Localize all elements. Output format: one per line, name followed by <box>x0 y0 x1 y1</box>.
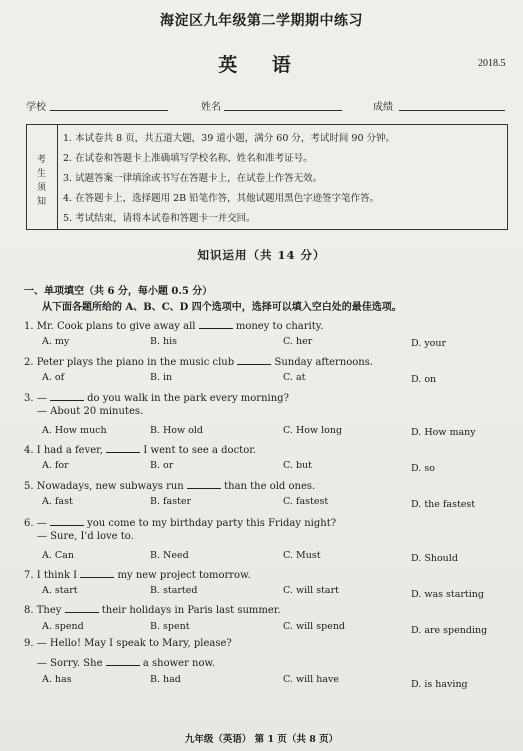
notice-item: 4. 在答题卡上，选择题用 2B 铅笔作答，其他试题用黑色字迹签字笔作答。 <box>63 193 380 204</box>
option-b[interactable]: B. started <box>150 585 198 596</box>
question-reply: — About 20 minutes. <box>37 406 144 417</box>
score-label: 成绩 <box>373 102 393 113</box>
notice-label <box>27 125 58 229</box>
exam-title: 海淀区九年级第二学期期中练习 <box>160 13 363 29</box>
option-c[interactable]: C. at <box>283 372 306 383</box>
section-title: 知识运用（共 14 分） <box>197 248 326 262</box>
question-text: 9. — Hello! May I speak to Mary, please? <box>24 638 232 649</box>
question-text: 4. I had a fever, <box>24 445 104 456</box>
option-a[interactable]: A. for <box>42 460 69 471</box>
option-b[interactable]: B. his <box>150 336 178 347</box>
question-text: money to charity. <box>235 321 324 332</box>
question-text: 6. — <box>24 518 47 529</box>
answer-blank <box>237 354 271 365</box>
question-text: do you walk in the park every morning? <box>87 393 289 404</box>
notice-item: 1. 本试卷共 8 页，共五道大题，39 道小题，满分 60 分，考试时间 90 分钟。 <box>63 133 396 144</box>
option-c[interactable]: C. How long <box>283 425 343 436</box>
school-field[interactable] <box>50 110 168 111</box>
option-b[interactable]: B. Need <box>150 550 189 561</box>
notice-item: 2. 在试卷和答题卡上准确填写学校名称、姓名和准考证号。 <box>63 153 313 164</box>
part-title: 一、单项填空（共 6 分，每小题 0.5 分） <box>24 286 213 297</box>
score-field[interactable] <box>399 110 505 111</box>
answer-blank <box>187 478 221 489</box>
option-d[interactable]: D. Should <box>411 553 458 564</box>
question-7 <box>24 567 251 581</box>
question-text: 3. — <box>24 393 47 404</box>
option-b[interactable]: B. faster <box>150 496 192 507</box>
question-text: I went to see a doctor. <box>143 445 257 456</box>
question-text: than the old ones. <box>224 481 316 492</box>
answer-blank <box>106 442 140 453</box>
option-d[interactable]: D. so <box>411 463 435 474</box>
option-a[interactable]: A. my <box>42 336 70 347</box>
option-d[interactable]: D. your <box>411 338 447 349</box>
option-b[interactable]: B. spent <box>150 621 190 632</box>
question-text: 5. Nowadays, new subways run <box>24 481 184 492</box>
question-9 <box>24 638 232 649</box>
question-4 <box>24 442 256 456</box>
option-d[interactable]: D. is having <box>411 679 468 690</box>
option-c[interactable]: C. her <box>283 336 313 347</box>
answer-blank <box>65 602 99 613</box>
question-text: — Sorry. She <box>37 658 103 669</box>
exam-notice-box <box>26 124 508 230</box>
question-text: 2. Peter plays the piano in the music club <box>24 357 235 368</box>
school-label: 学校 <box>26 102 46 113</box>
notice-label-char: 知 <box>37 197 47 207</box>
option-d[interactable]: D. How many <box>411 427 476 438</box>
answer-blank <box>50 390 84 401</box>
part-instruction: 从下面各题所给的 A、B、C、D 四个选项中，选择可以填入空白处的最佳选项。 <box>42 302 402 313</box>
option-d[interactable]: D. the fastest <box>411 499 476 510</box>
notice-label-char: 考 <box>37 155 47 165</box>
question-text: my new project tomorrow. <box>117 570 251 581</box>
option-a[interactable]: A. start <box>42 585 78 596</box>
option-b[interactable]: B. had <box>150 674 181 685</box>
option-c[interactable]: C. but <box>283 460 312 471</box>
answer-blank <box>199 318 233 329</box>
question-5 <box>24 478 315 492</box>
page-footer: 九年级（英语） 第 1 页（共 8 页） <box>184 734 339 745</box>
notice-item: 3. 试题答案一律填涂或书写在答题卡上，在试卷上作答无效。 <box>63 173 323 184</box>
question-3 <box>24 390 289 404</box>
name-label: 姓名 <box>201 102 221 113</box>
option-b[interactable]: B. or <box>150 460 174 471</box>
question-2 <box>24 354 373 368</box>
answer-blank <box>80 567 114 578</box>
option-a[interactable]: A. has <box>42 674 72 685</box>
option-a[interactable]: A. spend <box>42 621 84 632</box>
option-c[interactable]: C. will spend <box>283 621 346 632</box>
option-a[interactable]: A. How much <box>42 425 107 436</box>
question-text: a shower now. <box>142 658 216 669</box>
question-1 <box>24 318 323 332</box>
option-c[interactable]: C. will have <box>283 674 340 685</box>
exam-date: 2018.5 <box>478 58 506 69</box>
option-d[interactable]: D. was starting <box>411 589 484 600</box>
question-text: 1. Mr. Cook plans to give away all <box>24 321 196 332</box>
question-text: their holidays in Paris last summer. <box>101 605 281 616</box>
option-c[interactable]: C. Must <box>283 550 321 561</box>
notice-label-char: 生 <box>37 169 47 179</box>
option-d[interactable]: D. are spending <box>411 625 488 636</box>
question-8 <box>24 602 281 616</box>
question-reply <box>37 655 215 669</box>
option-d[interactable]: D. on <box>411 374 437 385</box>
question-reply: — Sure, I'd love to. <box>37 531 134 542</box>
option-c[interactable]: C. fastest <box>283 496 329 507</box>
option-a[interactable]: A. fast <box>42 496 73 507</box>
question-text: 8. They <box>24 605 62 616</box>
question-text: 7. I think I <box>24 570 78 581</box>
question-text: Sunday afternoons. <box>274 357 374 368</box>
question-6 <box>24 515 336 529</box>
option-c[interactable]: C. will start <box>283 585 339 596</box>
name-field[interactable] <box>224 110 342 111</box>
option-a[interactable]: A. of <box>42 372 65 383</box>
notice-label-char: 须 <box>37 183 47 193</box>
option-b[interactable]: B. in <box>150 372 173 383</box>
answer-blank <box>50 515 84 526</box>
notice-item: 5. 考试结束，请将本试卷和答题卡一并交回。 <box>63 213 256 224</box>
option-b[interactable]: B. How old <box>150 425 204 436</box>
answer-blank <box>106 655 140 666</box>
question-text: you come to my birthday party this Friday night? <box>87 518 337 529</box>
subject-title: 英 语 <box>218 54 305 76</box>
option-a[interactable]: A. Can <box>42 550 74 561</box>
